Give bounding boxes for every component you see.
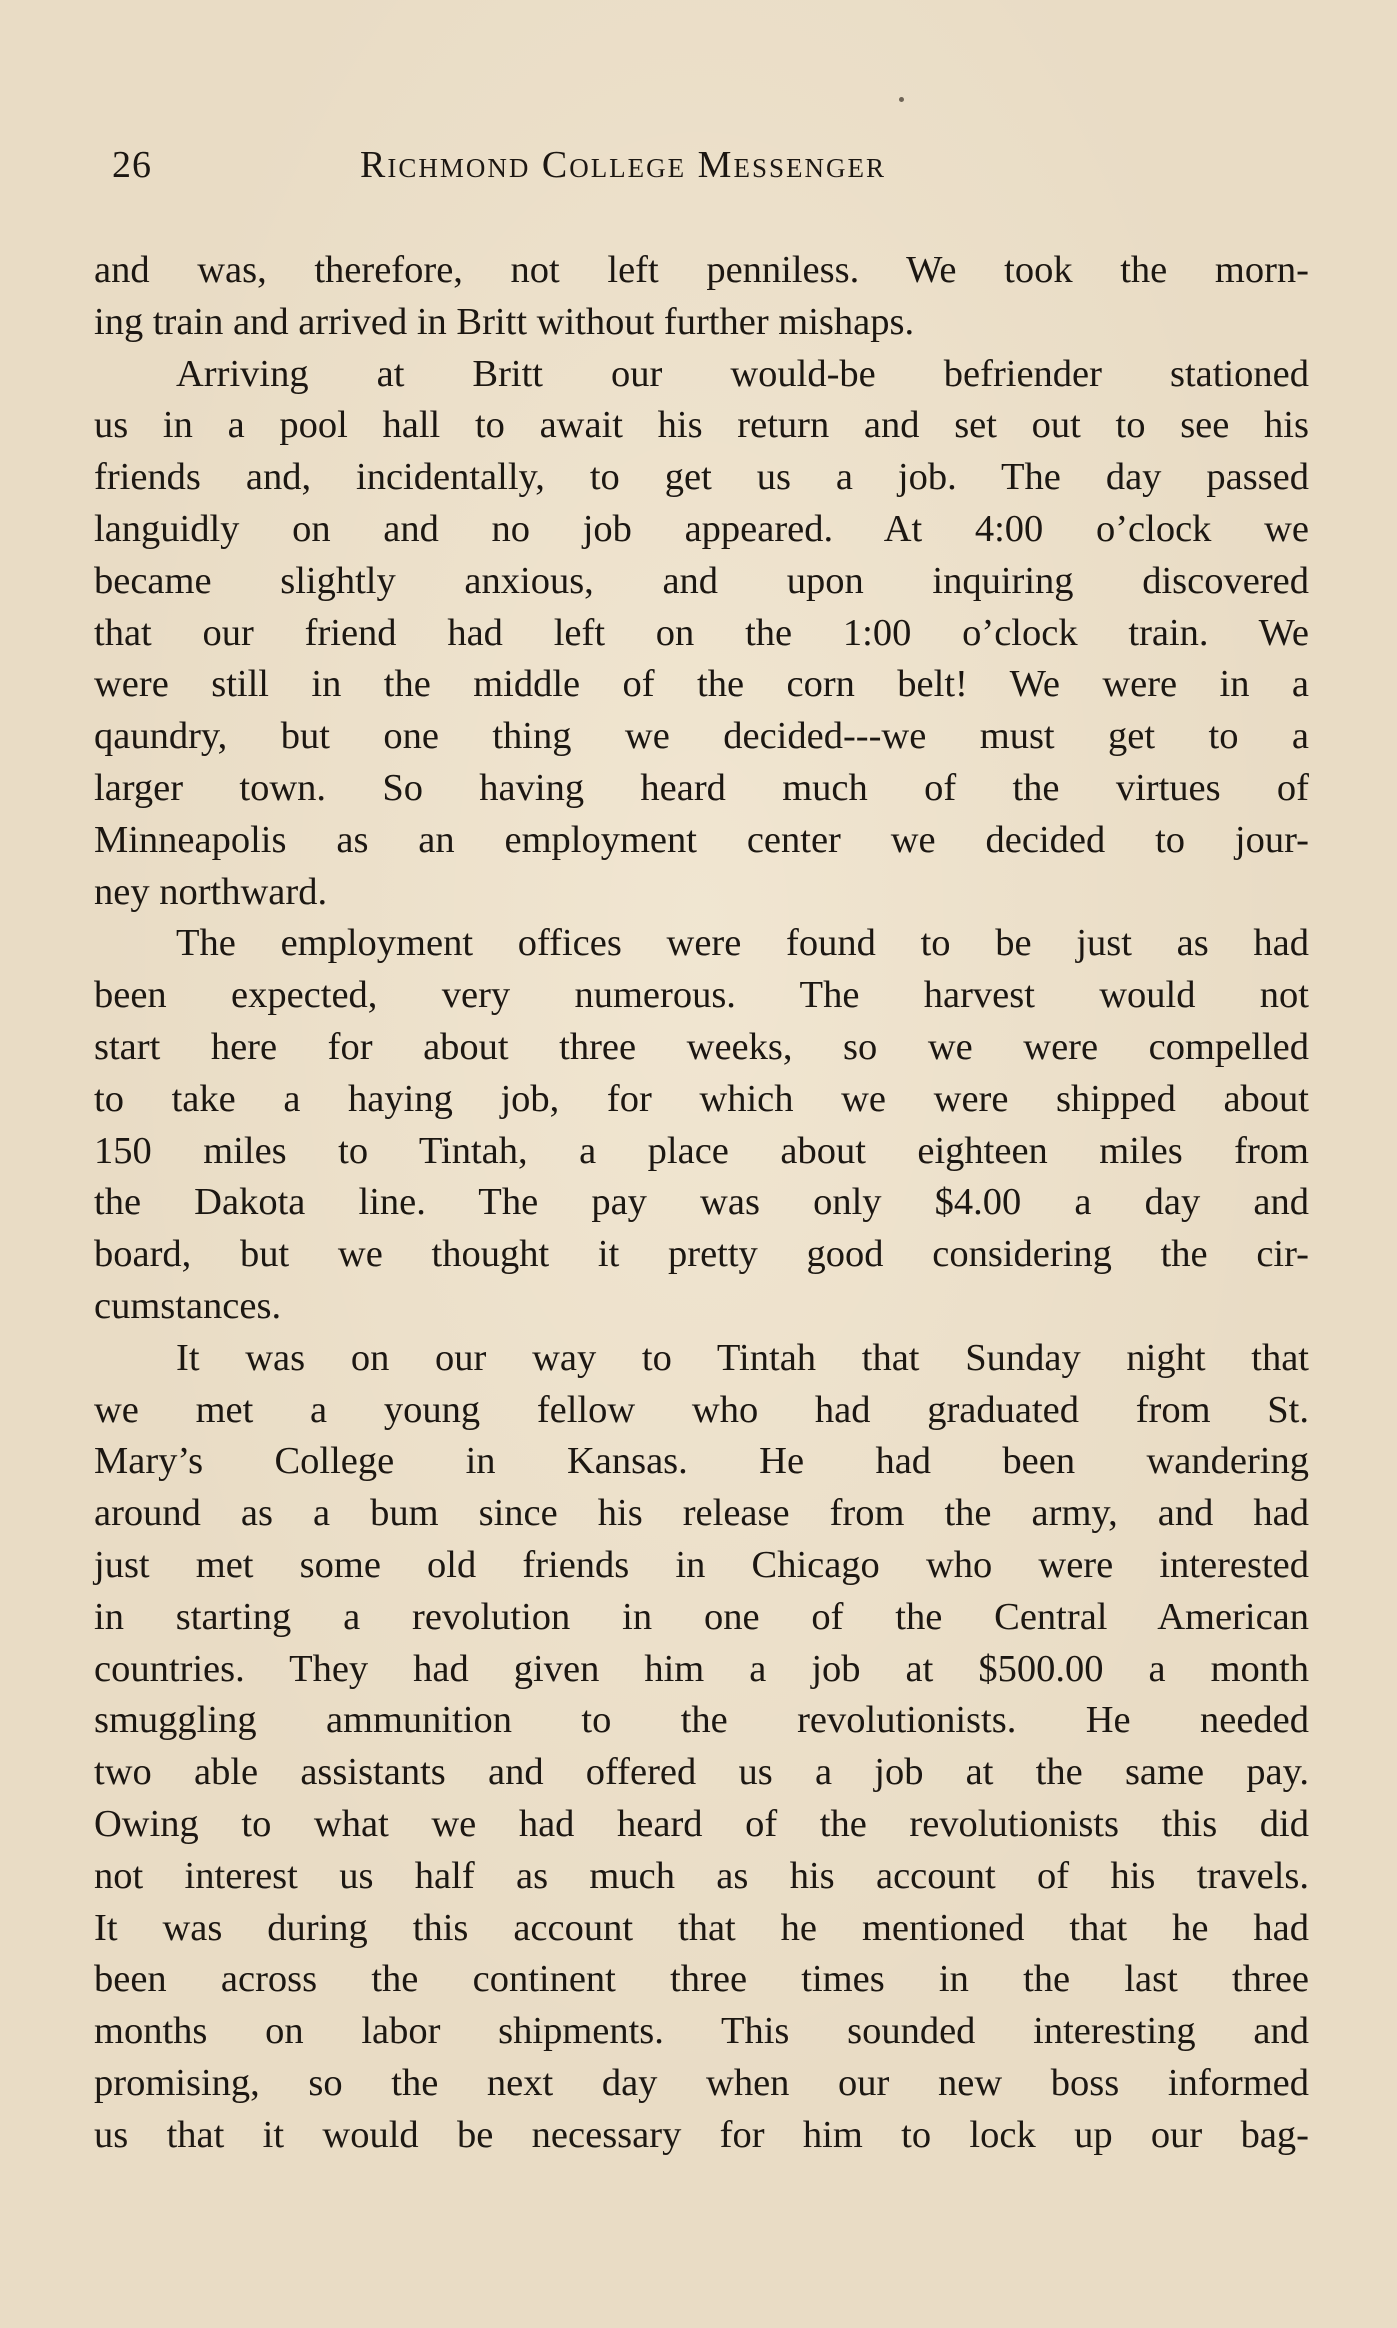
text-line: It was during this account that he mentioned that he had <box>94 1906 1309 1949</box>
page-header <box>112 140 1307 190</box>
text-line: languidly on and no job appeared. At 4:00 o’clock we <box>94 507 1309 550</box>
text-line: not interest us half as much as his account of his travels. <box>94 1854 1309 1897</box>
text-line: start here for about three weeks, so we were compelled <box>94 1025 1309 1068</box>
text-line: us that it would be necessary for him to lock up our bag- <box>94 2113 1309 2156</box>
body-text <box>94 245 1309 2161</box>
text-line: cumstances. <box>94 1284 282 1327</box>
running-title: Richmond College Messenger <box>360 144 886 186</box>
text-line: two able assistants and offered us a job at the same pay. <box>94 1751 1309 1794</box>
text-line: Arriving at Britt our would-be befriender stationed <box>176 352 1309 395</box>
text-line: Owing to what we had heard of the revolutionists this did <box>94 1802 1309 1845</box>
text-line: been expected, very numerous. The harvest would not <box>94 974 1309 1017</box>
text-line: countries. They had given him a job at $500.00 a month <box>94 1647 1309 1690</box>
text-line: the Dakota line. The pay was only $4.00 a day and <box>94 1181 1309 1224</box>
text-line: smuggling ammunition to the revolutionists. He needed <box>94 1699 1309 1742</box>
text-line: 150 miles to Tintah, a place about eighteen miles from <box>94 1129 1309 1172</box>
text-line: qaundry, but one thing we decided---we must get to a <box>94 715 1309 758</box>
text-line: became slightly anxious, and upon inquiring discovered <box>94 559 1309 602</box>
text-line: to take a haying job, for which we were shipped about <box>94 1077 1309 1120</box>
text-line: Minneapolis as an employment center we decided to jour- <box>94 818 1309 861</box>
text-line: and was, therefore, not left penniless. We took the morn- <box>94 249 1309 291</box>
text-line: months on labor shipments. This sounded interesting and <box>94 2010 1309 2053</box>
text-line: were still in the middle of the corn belt! We were in a <box>94 663 1309 706</box>
text-line: Mary’s College in Kansas. He had been wandering <box>94 1440 1309 1483</box>
text-line: that our friend had left on the 1:00 o’clock train. We <box>94 611 1309 654</box>
text-line: just met some old friends in Chicago who were interested <box>94 1543 1309 1586</box>
text-line: we met a young fellow who had graduated from St. <box>94 1388 1309 1431</box>
paper-speck <box>899 97 904 102</box>
text-line: friends and, incidentally, to get us a job. The day passed <box>94 456 1309 499</box>
text-line: around as a bum since his release from the army, and had <box>94 1492 1309 1535</box>
text-line: The employment offices were found to be just as had <box>176 922 1309 965</box>
text-line: larger town. So having heard much of the virtues of <box>94 766 1309 809</box>
text-line: in starting a revolution in one of the Central American <box>94 1595 1309 1638</box>
text-line: us in a pool hall to await his return and set out to see his <box>94 404 1309 447</box>
text-line: ney northward. <box>94 870 328 913</box>
page-number: 26 <box>112 144 152 186</box>
text-line: It was on our way to Tintah that Sunday night that <box>176 1336 1309 1379</box>
text-line: been across the continent three times in the last three <box>94 1958 1309 2001</box>
text-line: ing train and arrived in Britt without further mishaps. <box>94 300 915 343</box>
text-line: promising, so the next day when our new boss informed <box>94 2061 1309 2104</box>
text-line: board, but we thought it pretty good considering the cir- <box>94 1233 1309 1276</box>
